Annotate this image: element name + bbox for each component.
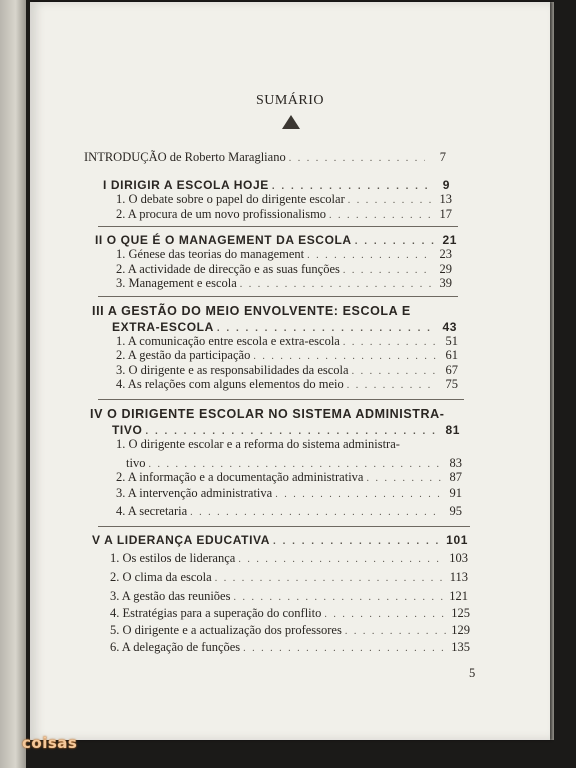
toc-section: [116, 348, 458, 364]
toc-entry-page: 51: [445, 334, 458, 348]
toc-entry-page: 43: [442, 320, 457, 334]
toc-chapter-3-line1: III A GESTÃO DO MEIO ENVOLVENTE: ESCOLA E: [92, 304, 411, 318]
toc-section: [110, 551, 468, 567]
page-edge: [550, 2, 554, 740]
toc-entry-page: 67: [445, 363, 458, 377]
divider: [98, 399, 464, 400]
toc-entry-page: 129: [451, 623, 470, 637]
toc-entry-title: V A LIDERANÇA EDUCATIVA: [92, 533, 271, 547]
toc-entry-title: 4. A secretaria: [116, 504, 188, 518]
toc-section: [116, 207, 452, 223]
toc-entry-page: 75: [445, 377, 458, 391]
toc-entry-page: 29: [439, 262, 452, 276]
toc-entry-page: 39: [439, 276, 452, 290]
toc-entry-page: 7: [439, 150, 446, 164]
toc-entry-title: 1. O debate sobre o papel do dirigente escolar: [116, 192, 345, 206]
toc-entry-title: 2. A procura de um novo profissionalismo: [116, 207, 327, 221]
toc-entry-title: I DIRIGIR A ESCOLA HOJE: [103, 178, 269, 192]
toc-entry-page: 13: [439, 192, 452, 206]
toc-entry-title: tivo: [126, 456, 146, 470]
toc-chapter-4-line1: IV O DIRIGENTE ESCOLAR NO SISTEMA ADMINISTRA-: [90, 407, 445, 421]
divider: [98, 226, 458, 227]
toc-entry-page: 121: [449, 589, 468, 603]
toc-section: [110, 606, 470, 622]
toc-entry-title: 3. O dirigente e as responsabilidades da escola: [116, 363, 349, 377]
toc-section: [116, 247, 452, 263]
toc-entry-introduction: [84, 150, 446, 166]
book-page: [30, 2, 550, 740]
toc-entry-title: 1. Génese das teorias do management: [116, 247, 305, 261]
toc-entry-page: 113: [449, 570, 468, 584]
toc-entry-page: 61: [445, 348, 458, 362]
toc-section: [110, 623, 470, 639]
toc-section: [110, 640, 470, 656]
toc-section: [116, 192, 452, 208]
toc-entry-title: 5. O dirigente e a actualização dos professores: [110, 623, 342, 637]
toc-section: [116, 486, 462, 502]
toc-entry-title: 2. A actividade de direcção e as suas funções: [116, 262, 340, 276]
toc-entry-title: II O QUE É O MANAGEMENT DA ESCOLA: [95, 233, 352, 247]
toc-entry-title: 1. A comunicação entre escola e extra-escola: [116, 334, 340, 348]
toc-entry-title: TIVO: [112, 423, 143, 437]
toc-section-line1: 1. O dirigente escolar e a reforma do sistema administra-: [116, 437, 400, 451]
toc-entry-title: EXTRA-ESCOLA: [112, 320, 214, 334]
toc-section: [116, 470, 462, 486]
facing-page-edge: [0, 0, 26, 768]
toc-entry-page: 81: [445, 423, 460, 437]
toc-entry-page: 17: [439, 207, 452, 221]
page-number: 5: [469, 666, 476, 680]
toc-entry-page: 125: [451, 606, 470, 620]
toc-section: [116, 377, 458, 393]
toc-chapter-5: [92, 533, 468, 549]
toc-entry-page: 83: [449, 456, 462, 470]
toc-entry-page: 101: [446, 533, 468, 547]
toc-entry-page: 103: [449, 551, 468, 565]
toc-entry-page: 21: [442, 233, 457, 247]
toc-entry-title: 2. A informação e a documentação administrativa: [116, 470, 364, 484]
toc-entry-page: 9: [442, 178, 450, 192]
toc-entry-page: 91: [449, 486, 462, 500]
toc-section: [110, 570, 468, 586]
toc-entry-page: 87: [449, 470, 462, 484]
divider: [98, 526, 470, 527]
toc-entry-title: 4. Estratégias para a superação do conflito: [110, 606, 322, 620]
table-of-contents: [30, 2, 550, 740]
toc-entry-title: 3. A intervenção administrativa: [116, 486, 273, 500]
toc-entry-title: 3. A gestão das reuniões: [110, 589, 231, 603]
toc-section: [110, 589, 468, 605]
toc-entry-title: INTRODUÇÃO de Roberto Maragliano: [84, 150, 286, 164]
toc-entry-page: 135: [451, 640, 470, 654]
divider: [98, 296, 458, 297]
toc-entry-title: 4. As relações com alguns elementos do meio: [116, 377, 344, 391]
toc-entry-title: 2. A gestão da participação: [116, 348, 251, 362]
watermark-logo: coisas: [22, 734, 78, 752]
toc-entry-page: 23: [439, 247, 452, 261]
page-title: SUMÁRIO: [255, 93, 325, 108]
toc-entry-title: 3. Management e escola: [116, 276, 237, 290]
toc-entry-page: 95: [449, 504, 462, 518]
toc-entry-title: 1. Os estilos de liderança: [110, 551, 236, 565]
toc-entry-title: 2. O clima da escola: [110, 570, 212, 584]
toc-section: [116, 504, 462, 520]
toc-entry-title: 6. A delegação de funções: [110, 640, 241, 654]
toc-section: [116, 276, 452, 292]
